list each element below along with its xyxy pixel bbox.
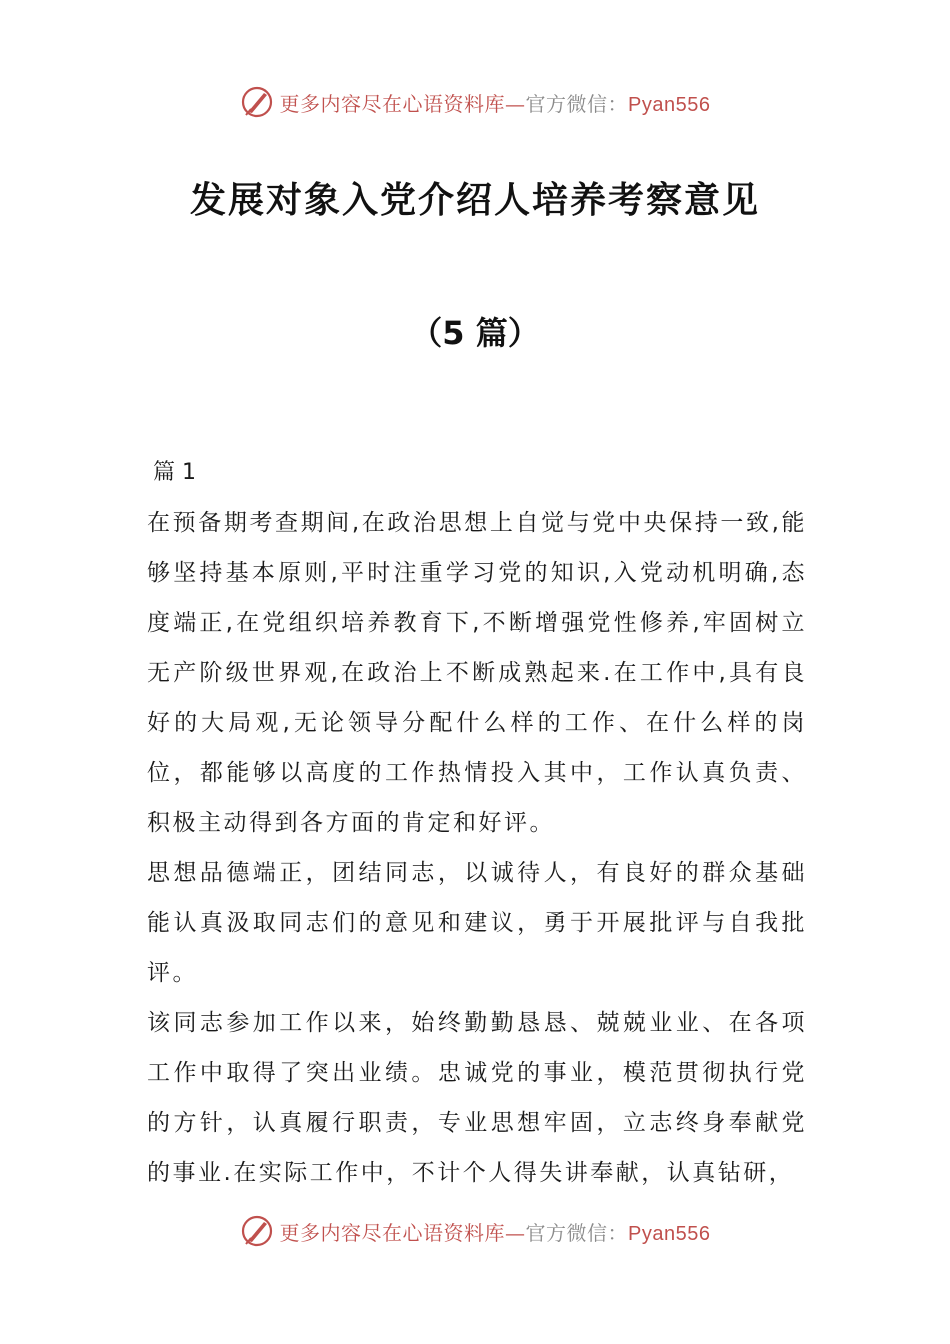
paragraph: 该同志参加工作以来，始终勤勤恳恳、兢兢业业、在各项工作中取得了突出业绩。忠诚党的事业，模范贯彻执行党的方针，认真履行职责，专业思想牢固，立志终身奉献党的事业.在实际工作中，不计个人得失讲奉献，认真钻研， xyxy=(147,1010,807,1186)
quill-logo-icon xyxy=(240,1214,274,1248)
watermark-text: 更多内容尽在心语资料库—官方微信：Pyan556 xyxy=(279,91,711,116)
quill-logo-icon xyxy=(240,85,274,119)
document-subtitle: （5 篇） xyxy=(410,314,540,352)
document-body xyxy=(147,448,807,1198)
footer-watermark xyxy=(0,1211,950,1251)
paragraph: 思想品德端正，团结同志，以诚待人，有良好的群众基础能认真汲取同志们的意见和建议，勇于开展批评与自我批评。 xyxy=(147,860,807,986)
section-heading: 篇 1 xyxy=(153,460,196,485)
watermark-text: 更多内容尽在心语资料库—官方微信：Pyan556 xyxy=(279,1220,711,1245)
document-title: 发展对象入党介绍人培养考察意见 xyxy=(189,180,760,221)
paragraph: 在预备期考查期间,在政治思想上自觉与党中央保持一致,能够坚持基本原则,平时注重学习党的知识,入党动机明确,态度端正,在党组织培养教育下,不断增强党性修养,牢固树立无产阶级世界观,在政治上不断成熟起来.在工作中,具有良好的大局观,无论领导分配什么样的工作、在什么样的岗位，都能够以高度的工作热情投入其中，工作认真负责、积极主动得到各方面的肯定和好评。 xyxy=(147,510,807,836)
header-watermark xyxy=(0,82,950,122)
